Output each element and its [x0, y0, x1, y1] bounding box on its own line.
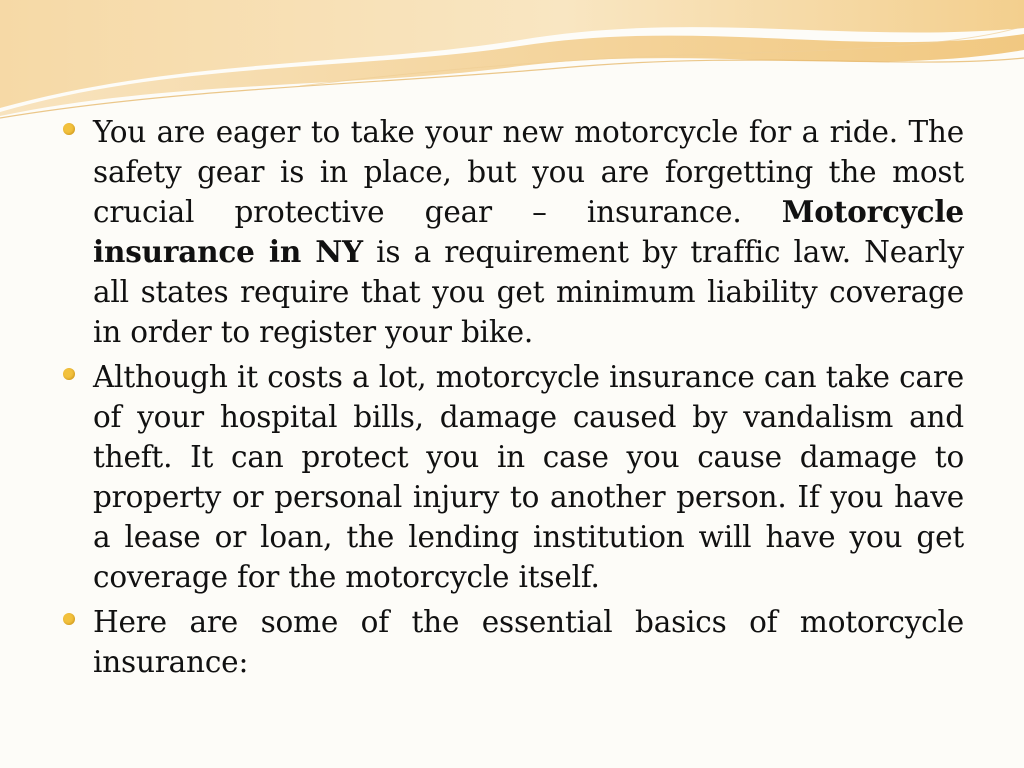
- bullet-item-3: [62, 602, 964, 682]
- bullet-1-bold-phrase: Motorcycle insurance in NY: [93, 194, 964, 269]
- bullet-dot-icon: [63, 123, 75, 135]
- bullet-1-text-part-2: is a requirement by traffic law. Nearly all states require that you get minimum liability coverage in order to register your bike.: [93, 235, 965, 349]
- bullet-list: [62, 112, 964, 687]
- bullet-item-1: [62, 112, 964, 352]
- bullet-dot-icon: [63, 613, 75, 625]
- bullet-2-text: Although it costs a lot, motorcycle insurance can take care of your hospital bills, damage caused by vandalism and theft. It can protect you in case you cause damage to property or personal injury to another person. If you have a lease or loan, the lending institution will have you get coverage for the motorcycle itself.: [93, 360, 964, 594]
- bullet-1-text-part-1: You are eager to take your new motorcycle for a ride. The safety gear is in place, but you are forgetting the most crucial protective gear – insurance.: [93, 115, 964, 229]
- bullet-3-text: Here are some of the essential basics of motorcycle insurance:: [93, 605, 964, 679]
- bullet-item-2: [62, 357, 964, 597]
- bullet-dot-icon: [63, 368, 75, 380]
